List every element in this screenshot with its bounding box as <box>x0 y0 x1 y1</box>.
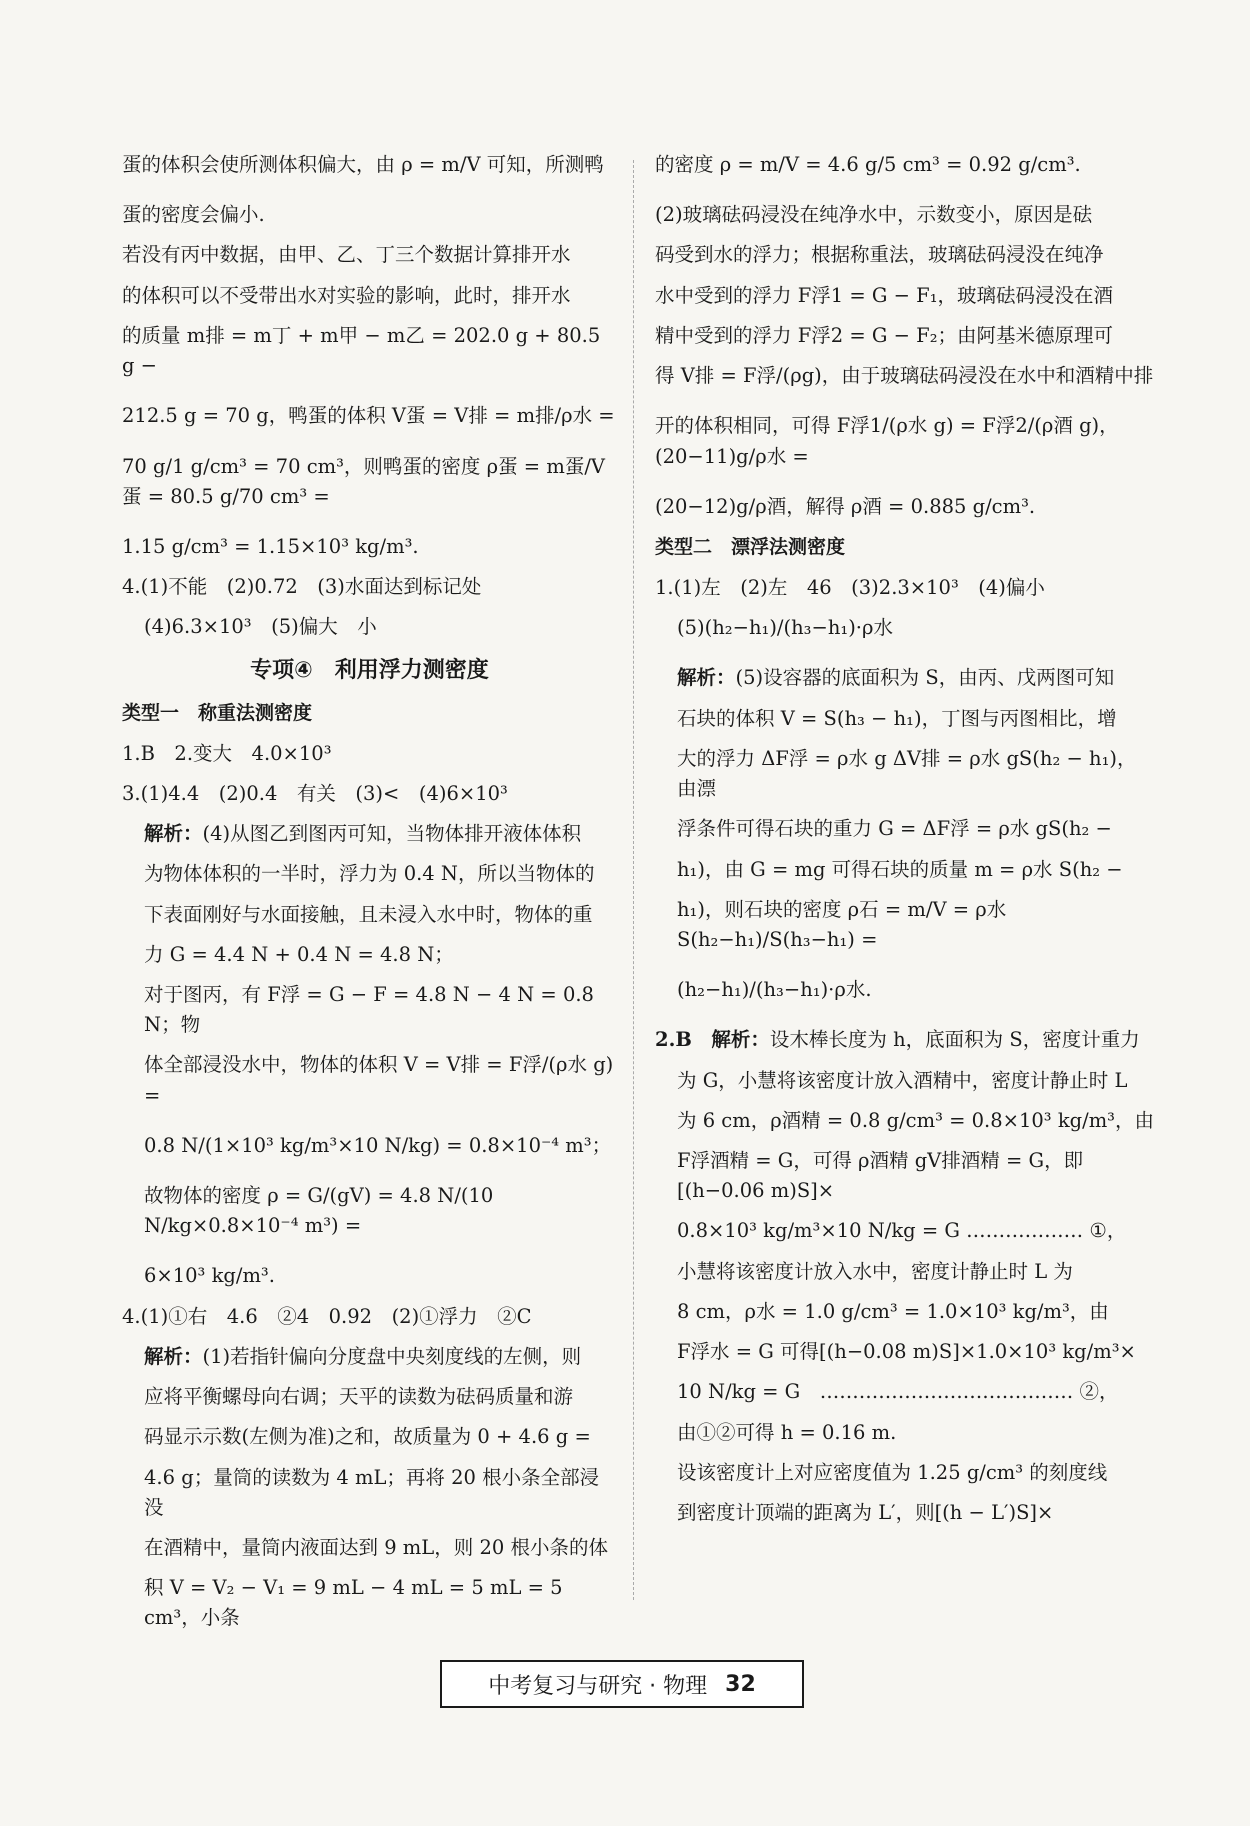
text-line: 为 G，小慧将该密度计放入酒精中，密度计静止时 L <box>677 1068 1128 1092</box>
text-line: 6×10³ kg/m³. <box>144 1264 275 1288</box>
analysis-text: (1)若指针偏向分度盘中央刻度线的左侧，则 <box>202 1344 582 1368</box>
answer-q4-2: 4.(1)①右 4.6 ②4 0.92 (2)①浮力 ②C <box>122 1304 532 1328</box>
answer-q2-line <box>655 1025 1155 1055</box>
text-line: 设该密度计上对应密度值为 1.25 g/cm³ 的刻度线 <box>677 1460 1108 1484</box>
page-number: 32 <box>725 1671 756 1697</box>
text-line: F浮酒精 = G，可得 ρ酒精 gV排酒精 = G，即[(h−0.06 m)S]× <box>677 1149 1084 1203</box>
text-line: 应将平衡螺母向右调；天平的读数为砝码质量和游 <box>144 1385 574 1409</box>
text-line: 的体积可以不受带出水对实验的影响，此时，排开水 <box>122 283 571 307</box>
text-line: 大的浮力 ΔF浮 = ρ水 g ΔV排 = ρ水 gS(h₂ − h₁)，由漂 <box>677 746 1137 801</box>
text-line: 故物体的密度 ρ = G/(gV) = 4.8 N/(10 N/kg×0.8×10⁻⁴ m³) = <box>144 1184 494 1238</box>
text-line: 为物体体积的一半时，浮力为 0.4 N，所以当物体的 <box>144 862 595 886</box>
text-line: 体全部浸没水中，物体的体积 V = V排 = F浮/(ρ水 g) = <box>144 1053 614 1107</box>
analysis-line <box>122 1342 617 1372</box>
text-line: 力 G = 4.4 N + 0.4 N = 4.8 N； <box>144 942 454 966</box>
text-line: F浮水 = G 可得[(h−0.08 m)S]×1.0×10³ kg/m³× <box>677 1340 1136 1364</box>
analysis-text: 设木棒长度为 h，底面积为 S，密度计重力 <box>769 1028 1140 1052</box>
text-line: 8 cm，ρ水 = 1.0 g/cm³ = 1.0×10³ kg/m³，由 <box>677 1299 1109 1323</box>
text-line: 积 V = V₂ − V₁ = 9 mL − 4 mL = 5 mL = 5 cm³，小条 <box>144 1576 563 1630</box>
analysis-label: 解析： <box>711 1028 770 1052</box>
left-column <box>122 150 617 1644</box>
text-line: 由①②可得 h = 0.16 m. <box>677 1420 897 1444</box>
column-divider <box>633 160 634 1600</box>
type-heading-1: 类型一 称重法测密度 <box>122 701 313 724</box>
text-line: 0.8×10³ kg/m³×10 N/kg = G ……………… ①， <box>677 1219 1127 1243</box>
text-line: 若没有丙中数据，由甲、乙、丁三个数据计算排开水 <box>122 243 571 267</box>
text-line: 1.15 g/cm³ = 1.15×10³ kg/m³. <box>122 534 419 558</box>
text-line: 水中受到的浮力 F浮1 = G − F₁，玻璃砝码浸没在酒 <box>655 283 1114 307</box>
type-heading-2: 类型二 漂浮法测密度 <box>655 535 846 558</box>
analysis-label: 解析： <box>677 666 736 690</box>
footer-title: 中考复习与研究 · 物理 <box>488 1673 708 1699</box>
text-line: 10 N/kg = G ………………………………… ②， <box>677 1380 1119 1404</box>
text-line: 浮条件可得石块的重力 G = ΔF浮 = ρ水 gS(h₂ − <box>677 817 1112 841</box>
text-line: 石块的体积 V = S(h₃ − h₁)，丁图与丙图相比，增 <box>677 706 1117 730</box>
text-line: (h₂−h₁)/(h₃−h₁)·ρ水. <box>677 978 872 1002</box>
text-line: h₁)，则石块的密度 ρ石 = m/V = ρ水 S(h₂−h₁)/S(h₃−h₁) = <box>677 897 1007 951</box>
text-line: 的密度 ρ = m/V = 4.6 g/5 cm³ = 0.92 g/cm³. <box>655 153 1081 176</box>
text-line: 码显示示数(左侧为准)之和，故质量为 0 + 4.6 g = <box>144 1425 591 1449</box>
text-line: 212.5 g = 70 g，鸭蛋的体积 V蛋 = V排 = m排/ρ水 = <box>122 404 615 428</box>
text-line: 得 V排 = F浮/(ρg)，由于玻璃砝码浸没在水中和酒精中排 <box>655 364 1154 388</box>
analysis-label: 解析： <box>144 1344 203 1368</box>
text-line: 的质量 m排 = m丁 + m甲 − m乙 = 202.0 g + 80.5 g − <box>122 323 601 378</box>
text-line: 在酒精中，量筒内液面达到 9 mL，则 20 根小条的体 <box>144 1536 608 1559</box>
text-line: 0.8 N/(1×10³ kg/m³×10 N/kg) = 0.8×10⁻⁴ m³； <box>144 1133 612 1157</box>
analysis-line <box>122 819 617 849</box>
answer-q1: 1.(1)左 (2)左 46 (3)2.3×10³ (4)偏小 <box>655 575 1045 599</box>
page-footer <box>440 1660 804 1708</box>
answer-q1-cont: (5)(h₂−h₁)/(h₃−h₁)·ρ水 <box>677 616 893 640</box>
text-line: 小慧将该密度计放入水中，密度计静止时 L 为 <box>677 1259 1073 1283</box>
text-line: 为 6 cm，ρ酒精 = 0.8 g/cm³ = 0.8×10³ kg/m³，由 <box>677 1108 1154 1132</box>
answer-q1-q2: 1.B 2.变大 4.0×10³ <box>122 741 332 765</box>
text-line: 70 g/1 g/cm³ = 70 cm³，则鸭蛋的密度 ρ蛋 = m蛋/V蛋 = 80.5 g/70 cm³ = <box>122 454 605 508</box>
text-line: 4.6 g；量筒的读数为 4 mL；再将 20 根小条全部浸没 <box>144 1465 600 1519</box>
text-line: h₁)，由 G = mg 可得石块的质量 m = ρ水 S(h₂ − <box>677 857 1123 881</box>
text-line: 开的体积相同，可得 F浮1/(ρ水 g) = F浮2/(ρ酒 g)，(20−11)g/ρ水 = <box>655 414 1119 468</box>
answer-q2: 2.B <box>655 1028 692 1052</box>
text-line: 蛋的密度会偏小. <box>122 203 265 227</box>
text-line: (20−12)g/ρ酒，解得 ρ酒 = 0.885 g/cm³. <box>655 494 1036 518</box>
text-line: 码受到水的浮力；根据称重法，玻璃砝码浸没在纯净 <box>655 243 1104 267</box>
text-line: 精中受到的浮力 F浮2 = G − F₂；由阿基米德原理可 <box>655 323 1114 347</box>
analysis-text: (5)设容器的底面积为 S，由丙、戊两图可知 <box>735 666 1115 690</box>
answer-q4: 4.(1)不能 (2)0.72 (3)水面达到标记处 <box>122 575 482 599</box>
answer-q3: 3.(1)4.4 (2)0.4 有关 (3)< (4)6×10³ <box>122 781 508 805</box>
right-column <box>655 150 1155 1538</box>
text-line: 蛋的体积会使所测体积偏大，由 ρ = m/V 可知，所测鸭 <box>122 153 604 176</box>
text-line: 到密度计顶端的距离为 L′，则[(h − L′)S]× <box>677 1501 1054 1524</box>
text-line: 下表面刚好与水面接触，且未浸入水中时，物体的重 <box>144 902 593 926</box>
text-line: 对于图丙，有 F浮 = G − F = 4.8 N − 4 N = 0.8 N；物 <box>144 982 594 1037</box>
analysis-line <box>655 663 1155 693</box>
analysis-label: 解析： <box>144 822 203 846</box>
answer-q4-cont: (4)6.3×10³ (5)偏大 小 <box>144 615 377 639</box>
text-line: (2)玻璃砝码浸没在纯净水中，示数变小，原因是砝 <box>655 203 1093 227</box>
analysis-text: (4)从图乙到图丙可知，当物体排开液体体积 <box>202 822 582 846</box>
section-title: 专项④ 利用浮力测密度 <box>250 657 489 683</box>
